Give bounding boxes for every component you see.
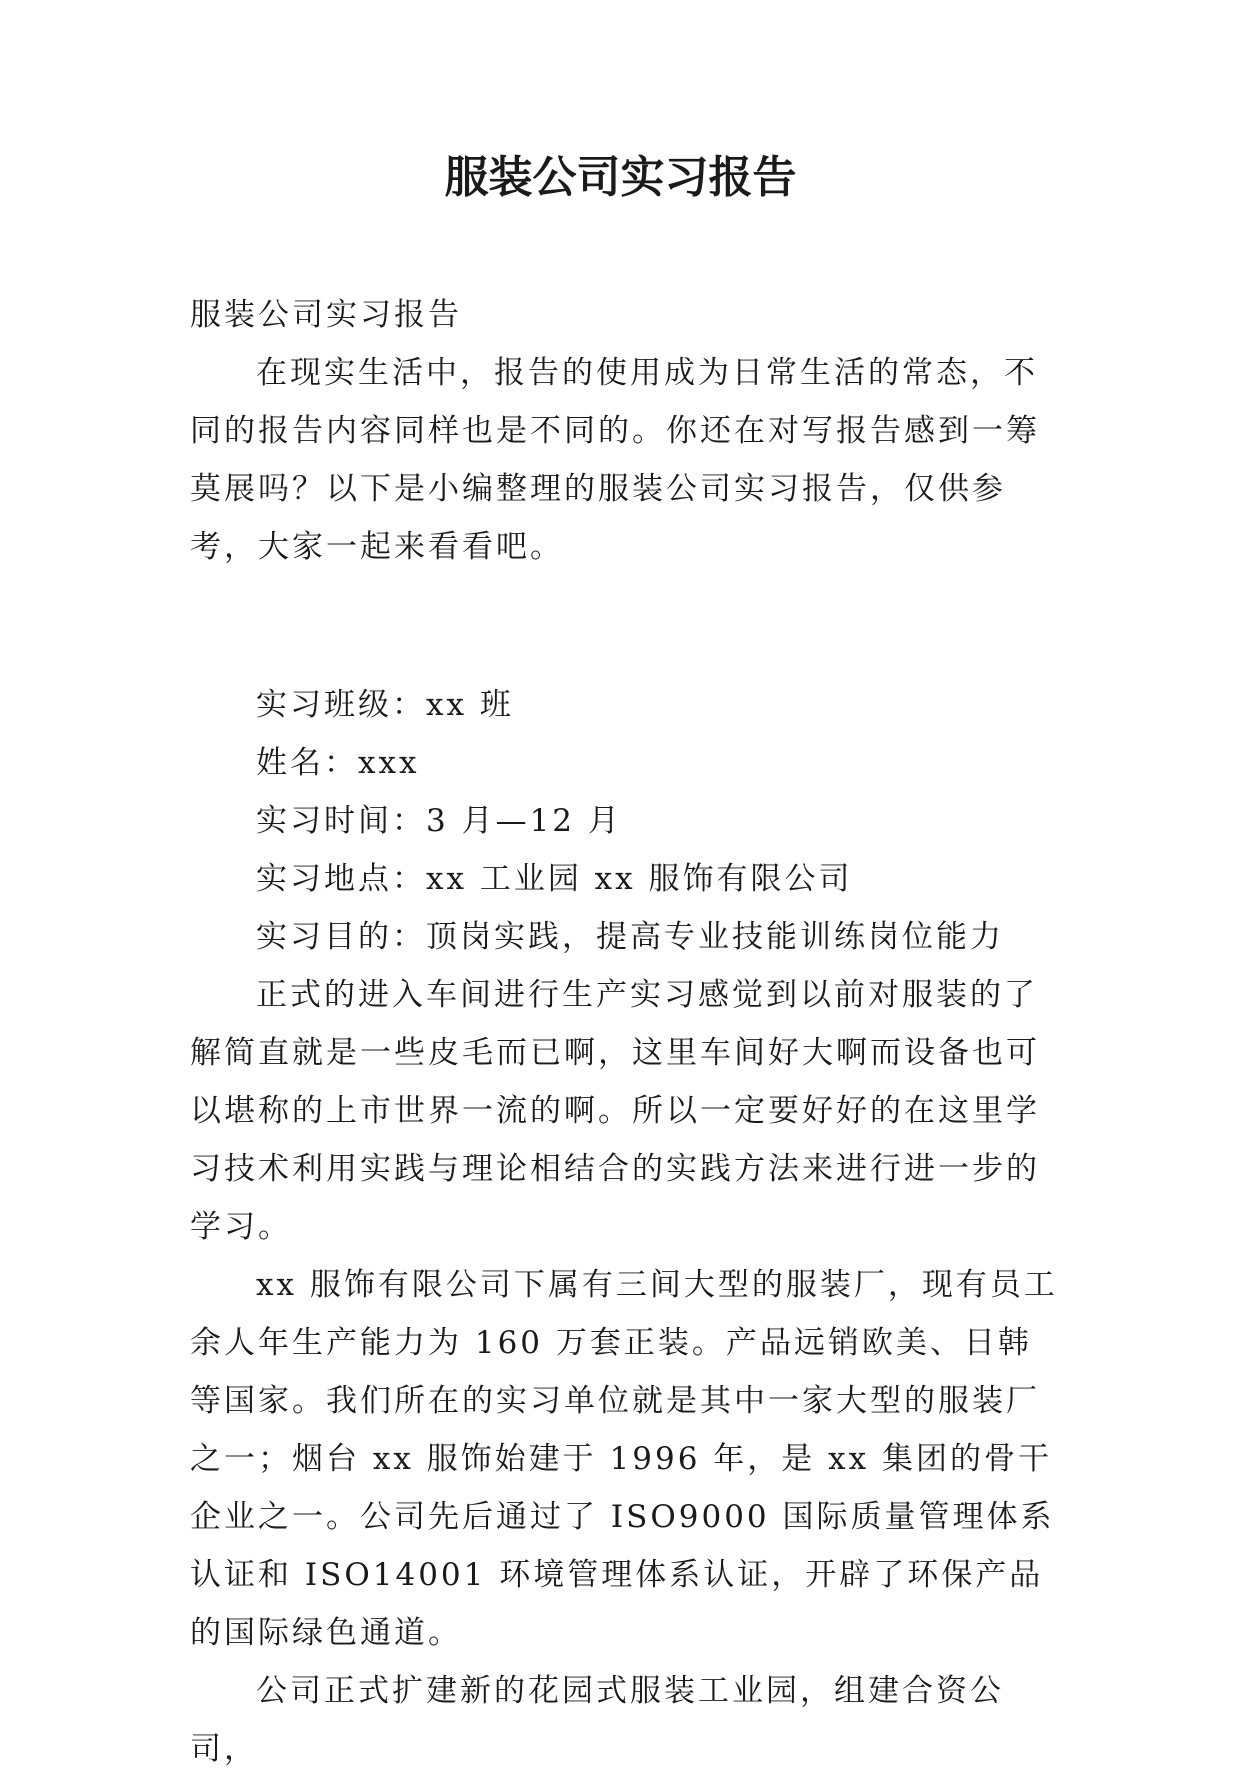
body-paragraph: 公司正式扩建新的花园式服装工业园，组建合资公司， [190,1673,1004,1767]
document-body [190,286,1058,1778]
field-location: 实习地点：xx 工业园 xx 服饰有限公司 [256,861,853,897]
field-name: 姓名：xxx [256,745,420,781]
body-paragraph: 正式的进入车间进行生产实习感觉到以前对服装的了解简直就是一些皮毛而已啊，这里车间好大啊而设备也可以堪称的上市世界一流的啊。所以一定要好好的在这里学习技术利用实践与理论相结合的实践方法来进行进一步的学习。 [190,977,1040,1245]
field-purpose: 实习目的：顶岗实践，提高专业技能训练岗位能力 [256,919,1004,955]
section-spacer [190,576,1058,676]
field-time: 实习时间：3 月—12 月 [256,803,622,839]
document-title: 服装公司实习报告 [444,152,797,203]
document-subtitle: 服装公司实习报告 [190,297,462,333]
body-paragraph: xx 服饰有限公司下属有三间大型的服装厂，现有员工余人年生产能力为 160 万套正装。产品远销欧美、日韩等国家。我们所在的实习单位就是其中一家大型的服装厂之一；烟台 xx 服饰始建于 1996 年，是 xx 集团的骨干企业之一。公司先后通过了 ISO9000 国际质量管理体系认证和 ISO14001 环境管理体系认证，开辟了环保产品的国际绿色通道。 [190,1267,1058,1651]
field-class: 实习班级：xx 班 [256,687,514,723]
intro-paragraph: 在现实生活中，报告的使用成为日常生活的常态，不同的报告内容同样也是不同的。你还在对写报告感到一筹莫展吗？以下是小编整理的服装公司实习报告，仅供参考，大家一起来看看吧。 [190,355,1040,565]
